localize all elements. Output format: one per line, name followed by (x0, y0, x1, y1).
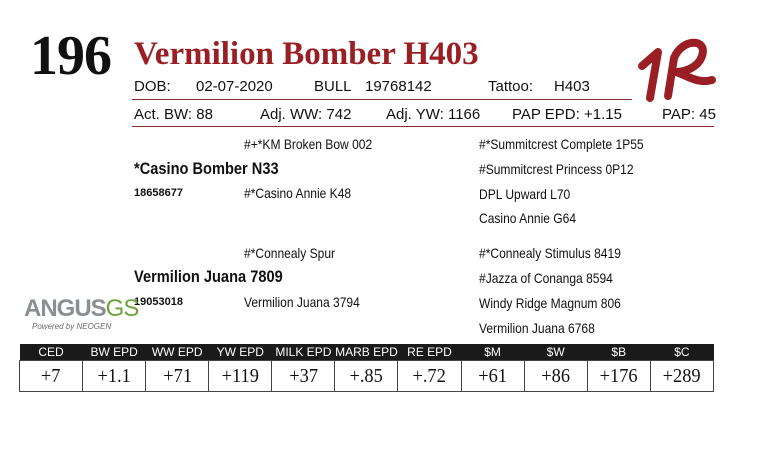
epd-header-marb: MARB EPD (335, 345, 398, 359)
epd-header-yw: YW EPD (209, 344, 272, 361)
epd-value-yw: +119 (209, 361, 272, 392)
dam-sire-sire: #*Connealy Stimulus 8419 (479, 245, 621, 261)
epd-value-c: +289 (650, 361, 713, 392)
epd-value-w: +86 (524, 361, 587, 392)
registration-number: 19768142 (365, 78, 432, 95)
epd-header-re: RE EPD (398, 344, 461, 361)
sire-dam-sire: DPL Upward L70 (479, 186, 571, 202)
divider-line (132, 126, 714, 127)
sire-dam: #*Casino Annie K48 (244, 185, 352, 201)
epd-value-marb: +.85 (335, 361, 398, 392)
lot-number: 196 (30, 25, 111, 87)
epd-header-row (20, 344, 714, 361)
epd-header-ced: CED (20, 344, 83, 361)
dam-sire-dam: #Jazza of Conanga 8594 (479, 270, 613, 286)
dam-dam-dam: Vermilion Juana 6768 (479, 320, 595, 336)
epd-value-re: +.72 (398, 361, 461, 392)
handwritten-signature-icon (632, 28, 718, 106)
epd-value-b: +176 (587, 361, 650, 392)
dam-name: Vermilion Juana 7809 (134, 267, 283, 286)
epd-header-ww: WW EPD (146, 344, 209, 361)
sire-sire: #+*KM Broken Bow 002 (244, 136, 373, 152)
tattoo-value: H403 (554, 78, 590, 95)
logo-tagline: Powered by NEOGEN (32, 322, 112, 331)
epd-header-c: $C (650, 344, 713, 361)
dob-label: DOB: (134, 78, 171, 95)
divider-line (132, 99, 632, 100)
animal-name: Vermilion Bomber H403 (134, 36, 479, 72)
sire-sire-dam: #Summitcrest Princess 0P12 (479, 161, 634, 177)
dob-value: 02-07-2020 (196, 78, 273, 95)
dam-sire: #*Connealy Spur (244, 245, 336, 261)
logo-suffix-text: GS (105, 295, 139, 322)
sex-label: BULL (314, 78, 352, 95)
actual-birth-weight: Act. BW: 88 (134, 106, 213, 123)
epd-value-milk: +37 (272, 361, 335, 392)
epd-value-ww: +71 (146, 361, 209, 392)
epd-header-bw: BW EPD (83, 344, 146, 361)
pap-epd: PAP EPD: +1.15 (512, 106, 622, 123)
sire-sire-sire: #*Summitcrest Complete 1P55 (479, 136, 644, 152)
epd-value-m: +61 (461, 361, 524, 392)
dam-registration: 19053018 (134, 296, 183, 308)
sire-name: *Casino Bomber N33 (134, 159, 279, 178)
adjusted-yearling-weight: Adj. YW: 1166 (386, 106, 481, 123)
epd-value-bw: +1.1 (83, 361, 146, 392)
epd-value-row (20, 361, 714, 392)
epd-table (19, 344, 714, 392)
tattoo-label: Tattoo: (488, 78, 534, 95)
logo-main-text: ANGUS (24, 295, 106, 322)
angus-gs-logo (24, 296, 138, 331)
epd-header-b: $B (587, 344, 650, 361)
adjusted-weaning-weight: Adj. WW: 742 (260, 106, 352, 123)
epd-header-w: $W (524, 344, 587, 361)
pap-score: PAP: 45 (662, 106, 716, 123)
sire-dam-dam: Casino Annie G64 (479, 210, 577, 226)
dam-dam: Vermilion Juana 3794 (244, 294, 360, 310)
epd-header-milk: MILK EPD (272, 344, 335, 361)
dam-dam-sire: Windy Ridge Magnum 806 (479, 295, 621, 311)
epd-value-ced: +7 (20, 361, 83, 392)
sire-registration: 18658677 (134, 187, 183, 199)
epd-header-m: $M (461, 344, 524, 361)
